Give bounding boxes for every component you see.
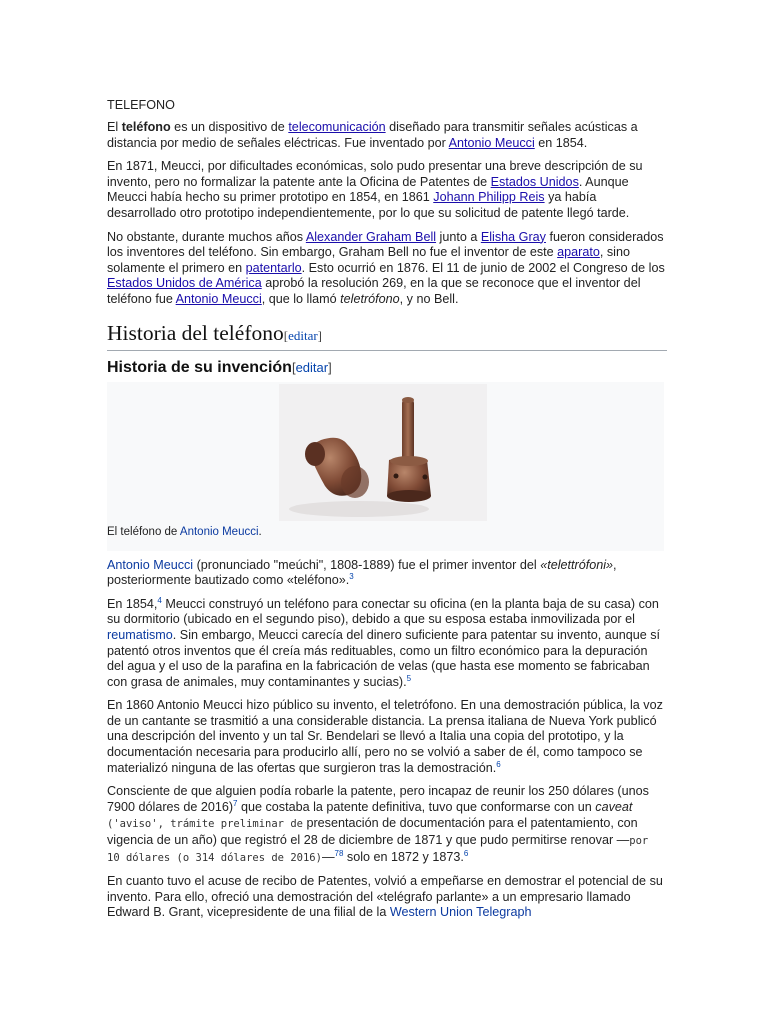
paragraph-meucci-pronunciado: Antonio Meucci (pronunciado "meúchi", 1808-1889) fue el primer inventor del «telettrófoni», posteriormente bautizado como «teléfono».$^3$: [107, 557, 617, 588]
italic-caveat: caveat: [595, 799, 633, 814]
edit-section-link: [editar]: [283, 327, 323, 343]
bold-term: teléfono: [121, 120, 171, 134]
link-estados-unidos-de-america[interactable]: Estados Unidos de América: [107, 276, 262, 291]
telephone-illustration: [279, 384, 487, 521]
subsection-heading-invencion: Historia de su invención[editar]: [107, 358, 332, 376]
paragraph-acuse: En cuanto tuvo el acuse de recibo de Patentes, volvió a empeñarse en demostrar el potencial de su invento. Para ello, ofreció una demostración del «telégrafo parlante» a un empresario llamado Edward B. Grant, vicepresidente de una filial de la Western Union Telegraph: [107, 874, 663, 920]
edit-link[interactable]: editar: [288, 327, 318, 343]
link-antonio-meucci-2[interactable]: Antonio Meucci: [175, 291, 262, 306]
italic-telettrofoni: «telettrófoni»: [540, 557, 614, 572]
footnote-ref[interactable]: 5: [406, 673, 412, 683]
footnote-ref[interactable]: 6: [463, 848, 469, 858]
caption-link-antonio-meucci[interactable]: Antonio Meucci: [179, 525, 259, 538]
section-heading-historia: Historia del teléfono[editar]: [107, 320, 667, 351]
paragraph-1854: En 1854,$^4$ Meucci construyó un teléfono para conectar su oficina (en la planta baja de su casa) con su dormitorio (ubicado en el segundo piso), debido a que su esposa estaba inmovilizada por el reumatismo. Sin embargo, Meucci carecía del dinero suficiente para patentar su invento, aunque sí patentó otros inventos que él creía más redituables, como un filtro económico para la depuración del agua y el uso de la parafina en la fabricación de velas (que hasta ese momento se fabricaban con grasa de animales, muy contaminantes y sucias).$^5$: [107, 595, 661, 689]
link-reumatismo[interactable]: reumatismo: [107, 627, 173, 642]
footnote-ref[interactable]: 3: [349, 571, 354, 581]
paragraph-intro: El teléfono es un dispositivo de telecomunicación diseñado para transmitir señales acústicas a distancia por medio de señales eléctricas. Fue inventado por Antonio Meucci en 1854.: [107, 120, 638, 150]
edit-link[interactable]: editar: [295, 359, 329, 375]
article-body: [107, 97, 667, 921]
link-antonio-meucci-3[interactable]: Antonio Meucci: [107, 557, 194, 572]
footnote-ref[interactable]: 4: [157, 595, 162, 605]
link-telecomunicacion[interactable]: telecomunicación: [288, 120, 386, 134]
figure-meucci-telephone: [107, 382, 664, 551]
link-antonio-meucci[interactable]: Antonio Meucci: [448, 135, 535, 150]
paragraph-1871: En 1871, Meucci, por dificultades económicas, solo pudo presentar una breve descripción de su invento, pero no formalizar la patente ante la Oficina de Patentes de Estados Unidos. Aunque Meucci había hecho su primer prototipo en 1854, en 1861 Johann Philipp Reis ya había desarrollado otro prototipo independientemente, por lo que su solicitud de patente llegó tarde.: [107, 159, 643, 220]
link-aparato[interactable]: aparato: [557, 245, 600, 260]
footnote-ref[interactable]: 7: [233, 798, 238, 808]
figure-caption: El teléfono de Antonio Meucci.: [107, 525, 262, 538]
edit-subsection-link: [editar]: [291, 359, 332, 375]
link-western-union[interactable]: Western Union Telegraph: [389, 905, 532, 920]
italic-term: teletrófono: [340, 291, 400, 306]
monospace-note-price: por 10 dólares (o 314 dólares de 2016): [107, 835, 649, 864]
telephone-photo: [279, 384, 487, 521]
paragraph-1860: En 1860 Antonio Meucci hizo público su invento, el teletrófono. En una demostración pública, la voz de un cantante se trasmitió a una considerable distancia. La prensa italiana de Nueva York publicó una descripción del invento y un tal Sr. Bendelari se llevó a Italia una copia del prototipo, y la documentación necesaria para producirlo allí, pero no se volvió a saber de él, como tampoco se materializó ninguna de las ofertas que surgieron tras la demostración.$^6$: [107, 698, 663, 775]
footnote-ref[interactable]: 78: [334, 848, 344, 858]
link-estados-unidos[interactable]: Estados Unidos: [490, 174, 579, 189]
link-alexander-graham-bell[interactable]: Alexander Graham Bell: [305, 229, 437, 244]
monospace-note: ('aviso', trámite preliminar de: [107, 818, 303, 831]
footnote-ref[interactable]: 6: [496, 759, 501, 769]
link-patentarlo[interactable]: patentarlo: [245, 260, 302, 275]
paragraph-consciente: Consciente de que alguien podía robarle la patente, pero incapaz de reunir los 250 dólares (unos 7900 dólares de 2016)$^7$ que costaba la patente definitiva, tuvo que conformarse con un caveat ('aviso', trámite preliminar de presentación de documentación para el patentamiento, con vigencia de un año) que registró el 28 de diciembre de 1871 y que pudo permitirse renovar —por 10 dólares (o 314 dólares de 2016)—$^{78}$ solo en 1872 y 1873.$^6$: [107, 784, 649, 864]
link-elisha-gray[interactable]: Elisha Gray: [480, 229, 546, 244]
link-johann-philipp-reis[interactable]: Johann Philipp Reis: [433, 190, 545, 205]
paragraph-no-obstante: No obstante, durante muchos años Alexander Graham Bell junto a Elisha Gray fueron considerados los inventores del teléfono. Sin embargo, Graham Bell no fue el inventor de este aparato, sino solamente el primero en patentarlo. Esto ocurrió en 1876. El 11 de junio de 2002 el Congreso de los Estados Unidos de América aprobó la resolución 269, en la que se reconoce que el inventor del teléfono fue Antonio Meucci, que lo llamó teletrófono, y no Bell.: [107, 229, 665, 306]
document-title: TELEFONO: [107, 98, 175, 112]
